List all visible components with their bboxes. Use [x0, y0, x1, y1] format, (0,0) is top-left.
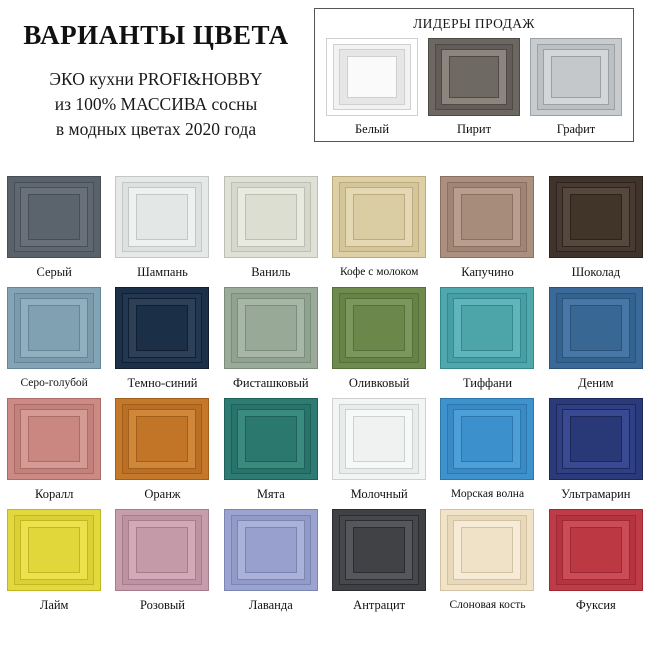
panel-core	[245, 416, 297, 462]
bestseller-swatch[interactable]	[324, 38, 420, 137]
panel-tile	[224, 398, 318, 480]
panel-core	[28, 527, 80, 573]
bestseller-swatch[interactable]	[528, 38, 624, 137]
panel-core	[28, 416, 80, 462]
color-swatch[interactable]	[325, 394, 433, 505]
panel-core	[136, 416, 188, 462]
panel-core	[245, 305, 297, 351]
panel-core	[570, 416, 622, 462]
swatch-label: Слоновая кость	[449, 599, 526, 611]
panel-core	[570, 194, 622, 240]
panel-tile	[224, 509, 318, 591]
swatch-label: Оранж	[144, 487, 181, 501]
color-swatch[interactable]	[0, 394, 108, 505]
color-swatch[interactable]	[217, 394, 325, 505]
bestsellers-row	[315, 38, 633, 137]
bestsellers-title: ЛИДЕРЫ ПРОДАЖ	[413, 16, 535, 31]
panel-tile	[7, 176, 101, 258]
color-swatch[interactable]	[542, 172, 650, 283]
color-swatch[interactable]	[217, 172, 325, 283]
panel-tile	[440, 509, 534, 591]
panel-core	[353, 194, 405, 240]
panel-tile	[428, 38, 520, 116]
color-swatch[interactable]	[542, 283, 650, 394]
swatch-label: Тиффани	[462, 376, 513, 390]
color-swatch[interactable]	[325, 172, 433, 283]
panel-core	[136, 194, 188, 240]
panel-tile	[549, 287, 643, 369]
swatch-label: Розовый	[139, 598, 185, 612]
subtitle-line-3: в модных цветах 2020 года	[55, 119, 257, 139]
color-swatch[interactable]	[0, 283, 108, 394]
panel-tile	[326, 38, 418, 116]
panel-tile	[115, 176, 209, 258]
panel-core	[570, 527, 622, 573]
color-swatch[interactable]	[108, 283, 216, 394]
swatch-label: Капучино	[461, 265, 514, 279]
panel-core	[136, 527, 188, 573]
panel-tile	[332, 398, 426, 480]
panel-core	[570, 305, 622, 351]
swatch-label: Антрацит	[353, 598, 406, 612]
color-swatch[interactable]	[108, 394, 216, 505]
panel-core	[28, 194, 80, 240]
color-swatch[interactable]	[433, 283, 541, 394]
color-grid	[0, 172, 650, 616]
swatch-label: Графит	[556, 122, 596, 136]
subtitle-block	[0, 67, 312, 142]
swatch-label: Коралл	[34, 487, 74, 501]
color-swatch[interactable]	[433, 394, 541, 505]
panel-tile	[549, 398, 643, 480]
panel-core	[551, 56, 601, 98]
panel-core	[245, 527, 297, 573]
panel-tile	[7, 509, 101, 591]
poster-header	[0, 0, 650, 168]
headline-block	[0, 10, 312, 142]
panel-core	[461, 527, 513, 573]
panel-tile	[7, 398, 101, 480]
panel-core	[245, 194, 297, 240]
color-swatch[interactable]	[108, 172, 216, 283]
panel-core	[353, 527, 405, 573]
color-swatch[interactable]	[542, 505, 650, 616]
color-swatch[interactable]	[0, 505, 108, 616]
color-swatch[interactable]	[217, 505, 325, 616]
panel-core	[461, 416, 513, 462]
panel-tile	[224, 287, 318, 369]
panel-core	[347, 56, 397, 98]
swatch-label: Ваниль	[251, 265, 291, 279]
swatch-label: Фуксия	[575, 598, 616, 612]
panel-tile	[115, 509, 209, 591]
swatch-label: Лайм	[39, 598, 69, 612]
page-title: ВАРИАНТЫ ЦВЕТА	[23, 20, 289, 50]
swatch-label: Ультрамарин	[561, 487, 631, 501]
panel-tile	[332, 176, 426, 258]
panel-tile	[115, 287, 209, 369]
panel-core	[136, 305, 188, 351]
swatch-label: Шоколад	[571, 265, 621, 279]
bestseller-swatch[interactable]	[426, 38, 522, 137]
panel-tile	[440, 287, 534, 369]
color-swatch[interactable]	[217, 283, 325, 394]
swatch-label: Деним	[578, 376, 614, 390]
swatch-label: Пирит	[456, 122, 492, 136]
panel-tile	[530, 38, 622, 116]
swatch-label: Серый	[36, 265, 72, 279]
color-swatch[interactable]	[433, 172, 541, 283]
swatch-label: Белый	[354, 122, 390, 136]
panel-tile	[332, 287, 426, 369]
panel-tile	[549, 509, 643, 591]
swatch-label: Кофе с молоком	[339, 266, 419, 278]
swatch-label: Оливковый	[348, 376, 410, 390]
panel-tile	[440, 398, 534, 480]
panel-tile	[7, 287, 101, 369]
panel-core	[449, 56, 499, 98]
swatch-label: Морская волна	[450, 488, 525, 500]
subtitle-line-1: ЭКО кухни PROFI&HOBBY	[49, 69, 263, 89]
color-swatch[interactable]	[433, 505, 541, 616]
panel-core	[28, 305, 80, 351]
panel-core	[461, 194, 513, 240]
panel-tile	[115, 398, 209, 480]
swatch-label: Молочный	[350, 487, 408, 501]
swatch-label: Мята	[256, 487, 285, 501]
color-swatch[interactable]	[0, 172, 108, 283]
panel-core	[353, 305, 405, 351]
swatch-label: Шампань	[137, 265, 188, 279]
swatch-label: Серо-голубой	[20, 377, 88, 389]
panel-tile	[440, 176, 534, 258]
color-swatch[interactable]	[108, 505, 216, 616]
panel-tile	[332, 509, 426, 591]
color-swatch[interactable]	[325, 505, 433, 616]
swatch-label: Темно-синий	[127, 376, 198, 390]
panel-tile	[549, 176, 643, 258]
swatch-label: Фисташковый	[233, 376, 309, 390]
panel-core	[461, 305, 513, 351]
color-swatch[interactable]	[325, 283, 433, 394]
panel-tile	[224, 176, 318, 258]
swatch-label: Лаванда	[248, 598, 293, 612]
panel-core	[353, 416, 405, 462]
subtitle-line-2: из 100% МАССИВА сосны	[54, 94, 258, 114]
color-swatch[interactable]	[542, 394, 650, 505]
bestsellers-box	[314, 8, 634, 142]
